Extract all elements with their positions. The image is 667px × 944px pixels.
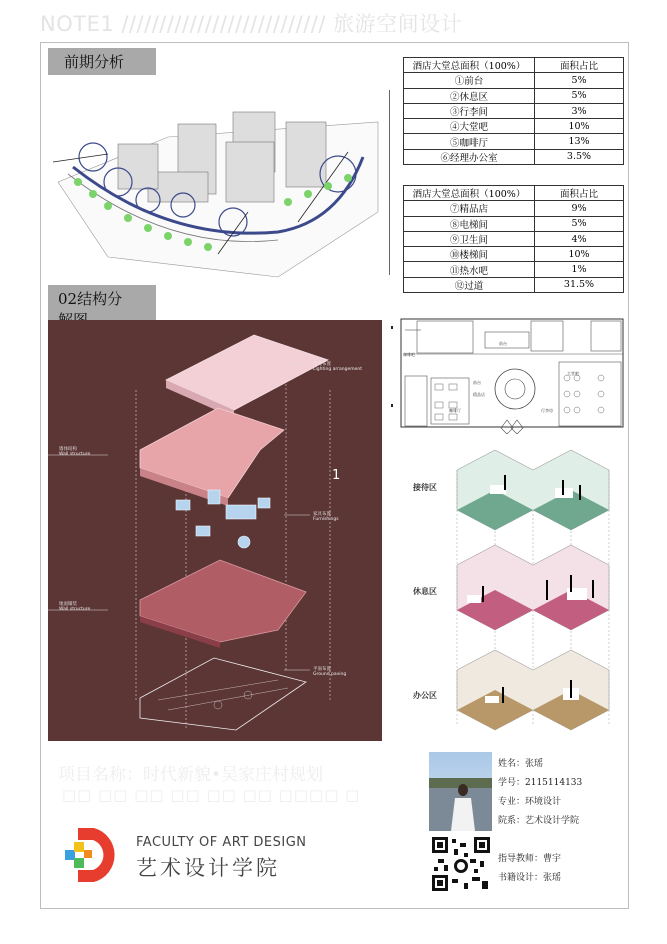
table-cell: 3.5%: [535, 149, 624, 164]
section-label-structure: 02结构分: [48, 285, 156, 333]
table-row: [404, 216, 624, 231]
axon-label-en: Lighting arrangement: [313, 367, 363, 372]
plan-label: 大堂吧: [567, 371, 579, 376]
divider-line: [389, 90, 390, 275]
table-cell: 3%: [535, 103, 624, 118]
project-subtitle: □□ □□ □□ □□ □□ □□ □□□□ □: [62, 786, 361, 804]
table-cell: 9%: [535, 201, 624, 216]
zone-label-reception: 接待区: [413, 483, 437, 492]
table-header-row: [404, 186, 624, 201]
table-row: [404, 201, 624, 216]
axon-label-en: Wall structure: [59, 607, 91, 612]
site-aerial-drawing: [48, 82, 382, 282]
student-id: 学号：2115114133: [498, 778, 583, 788]
plan-label: 行李房: [541, 408, 553, 413]
faculty-logo: [60, 824, 122, 886]
table-cell: ③行李间: [404, 103, 535, 118]
table-cell: ⑨卫生间: [404, 231, 535, 246]
exploded-axonometric: [48, 320, 382, 741]
table-header-cell: 酒店大堂总面积（100%）: [404, 186, 535, 201]
table-header-cell: 面积占比: [535, 186, 624, 201]
table-cell: 1%: [535, 262, 624, 277]
student-department: 院系：艺术设计学院: [498, 816, 580, 826]
table-row: [404, 277, 624, 292]
table-row: [404, 134, 624, 149]
axon-label-cn: 墙体结构: [59, 447, 77, 452]
table-cell: ②休息区: [404, 88, 535, 103]
axon-label-en: Furnishings: [313, 517, 339, 522]
student-book-design: 书籍设计：张瑶: [498, 873, 562, 883]
axon-label-plan: [313, 666, 346, 677]
header-slashes: ///////////////////////////: [121, 12, 326, 36]
note-label: NOTE1: [40, 12, 115, 36]
faculty-name-en: FACULTY OF ART DESIGN: [136, 835, 307, 850]
floor-plan-drawing: [391, 316, 627, 434]
table-row: [404, 262, 624, 277]
axon-label-furnishings: [313, 511, 339, 522]
table-row: [404, 103, 624, 118]
axon-label-en: Ground paving: [313, 672, 347, 677]
section-label-analysis: 前期分析: [48, 48, 156, 75]
table-cell: ⑤咖啡厅: [404, 134, 535, 149]
axon-label-en: Wall structure: [59, 452, 91, 457]
student-name: 姓名：张瑶: [498, 759, 544, 769]
axon-number: 1: [332, 468, 341, 483]
table-cell: ⑪热水吧: [404, 262, 535, 277]
table-row: [404, 231, 624, 246]
area-table-1: [403, 57, 624, 165]
table-cell: ④大堂吧: [404, 119, 535, 134]
zone-label-lounge: 休息区: [413, 587, 437, 596]
project-name: 项目名称：时代新貌•吴家庄村规划: [58, 765, 324, 785]
table-header-cell: 酒店大堂总面积（100%）: [404, 58, 535, 73]
table-row: [404, 149, 624, 164]
page-header: [40, 8, 462, 38]
plan-label: 精品店: [473, 392, 485, 397]
student-major: 专业：环境设计: [498, 797, 562, 807]
axon-label-cn: 平面布置: [313, 667, 331, 672]
faculty-name-cn: 艺术设计学院: [136, 856, 280, 880]
table-row: [404, 73, 624, 88]
table-cell: 5%: [535, 73, 624, 88]
table-cell: 10%: [535, 247, 624, 262]
table-row: [404, 119, 624, 134]
table-cell: ⑫过道: [404, 277, 535, 292]
table-cell: 4%: [535, 231, 624, 246]
table-cell: 5%: [535, 216, 624, 231]
axon-label-wall: [59, 446, 90, 457]
table-cell: ⑧电梯间: [404, 216, 535, 231]
table-row: [404, 88, 624, 103]
plan-label: 咖啡厅: [449, 408, 461, 413]
plan-label: 咖啡吧: [403, 352, 415, 357]
area-table-2: [403, 185, 624, 293]
table-cell: 31.5%: [535, 277, 624, 292]
table-row: [404, 247, 624, 262]
table-cell: ⑥经理办公室: [404, 149, 535, 164]
student-advisor: 指导教师：曹宇: [498, 854, 562, 864]
table-cell: 13%: [535, 134, 624, 149]
table-header-row: [404, 58, 624, 73]
axon-label-floor: [59, 601, 90, 612]
zone-diagrams: [395, 440, 627, 740]
table-cell: 5%: [535, 88, 624, 103]
plan-label: 前台: [473, 380, 481, 385]
plan-label: 前台: [499, 341, 507, 346]
table-cell: 10%: [535, 119, 624, 134]
axon-label-cn: 家具布置: [313, 512, 331, 517]
header-title: 旅游空间设计: [333, 12, 463, 36]
table-cell: ①前台: [404, 73, 535, 88]
axon-label-lighting: [313, 361, 362, 372]
axon-label-cn: 地面铺装: [59, 602, 77, 607]
axon-label-cn: 灯光布置: [313, 362, 331, 367]
table-cell: ⑦精品店: [404, 201, 535, 216]
qr-code: [430, 835, 492, 893]
axon-drawing: [48, 320, 382, 741]
table-header-cell: 面积占比: [535, 58, 624, 73]
floor-plan: [391, 316, 627, 434]
zone-label-office: 办公区: [413, 691, 437, 700]
zone-lounge-cube: [457, 545, 609, 630]
student-photo: [429, 752, 492, 831]
table-cell: ⑩楼梯间: [404, 247, 535, 262]
